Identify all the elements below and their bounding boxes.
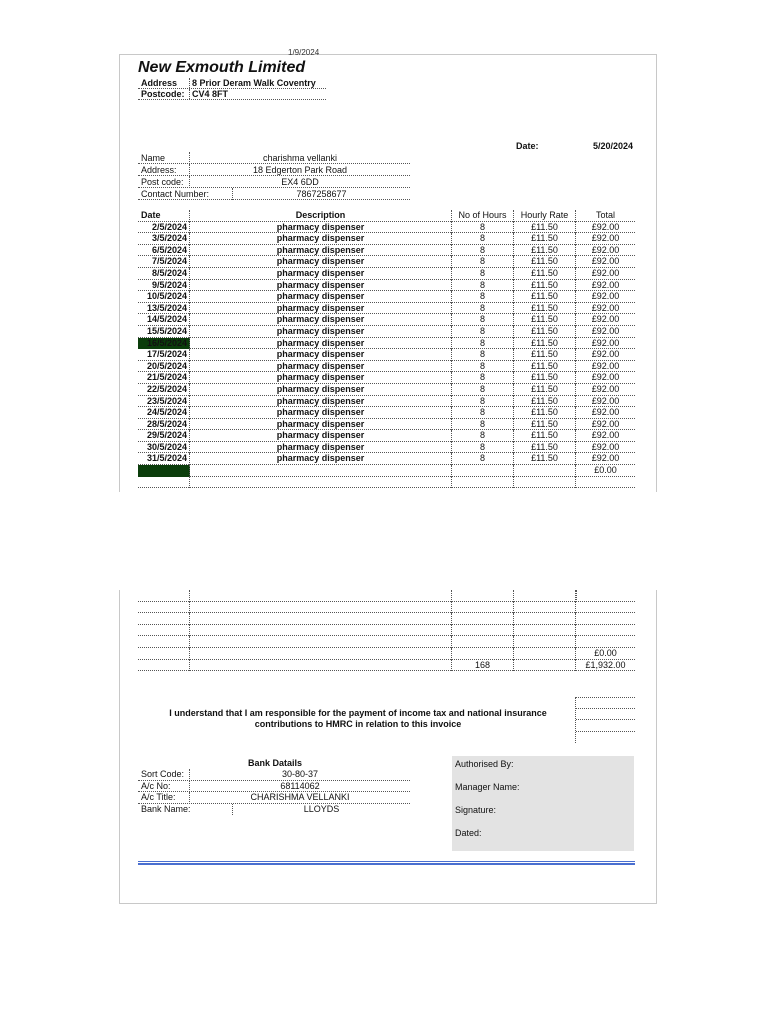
row-rate: £11.50 [514,326,576,338]
row-description: pharmacy dispenser [190,442,452,454]
row-date: 14/5/2024 [138,314,190,326]
row-rate: £11.50 [514,384,576,396]
row-date: 16/5/2024 [138,338,190,350]
customer-address-label: Address: [141,165,177,175]
row-date: 31/5/2024 [138,453,190,465]
row-hours: 8 [452,442,514,454]
table-totals-row [138,660,635,672]
table-row [138,361,635,373]
row-description: pharmacy dispenser [190,430,452,442]
table-row-continued-total [138,648,635,660]
table-row [138,338,635,350]
row-hours: 8 [452,372,514,384]
company-address-value: 8 Prior Deram Walk Coventry [192,78,316,88]
header-description: Description [190,210,452,222]
bank-name-value: LLOYDS [303,803,340,814]
row-date: 30/5/2024 [138,442,190,454]
customer-name-label: Name [141,153,166,163]
row-total: £92.00 [591,430,620,441]
row-total: £92.00 [591,383,620,394]
row-description: pharmacy dispenser [190,372,452,384]
table-row-empty [138,465,635,477]
row-date: 8/5/2024 [138,268,190,280]
row-hours: 8 [452,453,514,465]
customer-contact-value: 7867258677 [296,189,347,199]
continued-row-total: £0.00 [594,647,617,658]
row-date: 10/5/2024 [138,291,190,303]
customer-block [138,152,410,200]
row-description: pharmacy dispenser [190,245,452,257]
table-row-blank [138,602,635,614]
company-postcode-value: CV4 8FT [192,89,229,99]
customer-postcode-label: Post code: [141,177,184,187]
row-hours: 8 [452,256,514,268]
row-rate: £11.50 [514,396,576,408]
manager-name-label: Manager Name: [455,782,520,792]
row-date: 20/5/2024 [138,361,190,373]
row-hours: 8 [452,303,514,315]
table-row-blank [138,590,635,602]
row-date: 7/5/2024 [138,256,190,268]
header-date: Date [138,210,190,222]
bank-details-block [138,769,410,815]
row-date: 22/5/2024 [138,384,190,396]
company-name: New Exmouth Limited [138,59,306,76]
row-total: £92.00 [591,244,620,255]
table-row [138,326,635,338]
row-rate: £11.50 [514,407,576,419]
row-description: pharmacy dispenser [190,349,452,361]
customer-postcode-row [138,176,410,188]
row-total: £92.00 [591,302,620,313]
sort-code-row [138,769,410,781]
invoice-table-continued [138,590,635,671]
row-rate: £11.50 [514,361,576,373]
company-address-label: Address [138,78,190,88]
row-date: 6/5/2024 [138,245,190,257]
customer-contact-label: Contact Number: [141,189,210,199]
row-total: £92.00 [591,418,620,429]
customer-name-value: charishma vellanki [262,153,338,163]
company-postcode-row [138,89,326,100]
row-hours: 8 [452,291,514,303]
table-row [138,349,635,361]
row-hours: 8 [452,419,514,431]
table-header-row [138,210,635,222]
row-rate: £11.50 [514,280,576,292]
row-description: pharmacy dispenser [190,256,452,268]
row-hours: 8 [452,407,514,419]
row-description: pharmacy dispenser [190,419,452,431]
account-no-label: A/c No: [141,780,171,791]
row-hours: 8 [452,268,514,280]
account-title-value: CHARISHMA VELLANKI [250,792,350,802]
row-description: pharmacy dispenser [190,326,452,338]
row-date: 3/5/2024 [138,233,190,245]
invoice-table [138,210,635,488]
row-hours: 8 [452,384,514,396]
table-row-blank [138,477,635,489]
row-date: 23/5/2024 [138,396,190,408]
row-total: £92.00 [591,441,620,452]
row-rate: £11.50 [514,268,576,280]
row-total: £92.00 [591,337,620,348]
row-description: pharmacy dispenser [190,291,452,303]
table-row [138,407,635,419]
empty-row-total: £0.00 [594,465,617,476]
row-hours: 8 [452,430,514,442]
authorised-by-label: Authorised By: [455,759,514,769]
row-rate: £11.50 [514,349,576,361]
row-description: pharmacy dispenser [190,222,452,234]
row-rate: £11.50 [514,442,576,454]
table-body [138,222,635,465]
table-row [138,419,635,431]
table-row [138,233,635,245]
row-description: pharmacy dispenser [190,396,452,408]
row-hours: 8 [452,349,514,361]
table-row [138,442,635,454]
row-date: 17/5/2024 [138,349,190,361]
sort-code-value: 30-80-37 [281,769,319,779]
row-description: pharmacy dispenser [190,384,452,396]
row-date: 29/5/2024 [138,430,190,442]
table-row-blank [138,613,635,625]
row-hours: 8 [452,396,514,408]
row-rate: £11.50 [514,372,576,384]
header-rate: Hourly Rate [514,210,576,222]
table-row [138,303,635,315]
invoice-date-value: 5/20/2024 [593,141,634,151]
row-hours: 8 [452,326,514,338]
table-row [138,384,635,396]
row-date: 2/5/2024 [138,222,190,234]
row-date: 15/5/2024 [138,326,190,338]
row-rate: £11.50 [514,314,576,326]
bank-name-row [138,804,410,816]
row-description: pharmacy dispenser [190,314,452,326]
row-description: pharmacy dispenser [190,361,452,373]
row-total: £92.00 [591,360,620,371]
row-hours: 8 [452,338,514,350]
row-date: 28/5/2024 [138,419,190,431]
signature-label: Signature: [455,805,497,815]
row-total: £92.00 [591,325,620,336]
table-row [138,222,635,234]
row-total: £92.00 [591,395,620,406]
row-description: pharmacy dispenser [190,407,452,419]
table-row [138,291,635,303]
table-row-blank [138,625,635,637]
row-rate: £11.50 [514,245,576,257]
row-date: 21/5/2024 [138,372,190,384]
row-date: 9/5/2024 [138,280,190,292]
row-rate: £11.50 [514,291,576,303]
table-row [138,396,635,408]
account-no-value: 68114062 [280,780,320,791]
row-description: pharmacy dispenser [190,280,452,292]
customer-address-value: 18 Edgerton Park Road [252,165,348,175]
row-date: 13/5/2024 [138,303,190,315]
account-title-row [138,792,410,804]
row-rate: £11.50 [514,303,576,315]
total-hours: 168 [452,660,514,672]
bank-name-label: Bank Name: [141,803,191,814]
print-date: 1/9/2024 [288,48,320,57]
tax-declaration: I understand that I am responsible for the payment of income tax and national insurance contributions to HMRC in relation to this invoice [169,708,547,729]
row-total: £92.00 [591,453,620,464]
account-title-label: A/c Title: [141,792,176,802]
row-hours: 8 [452,233,514,245]
company-address-row [138,78,326,89]
row-hours: 8 [452,280,514,292]
row-hours: 8 [452,361,514,373]
invoice-date-label: Date: [516,141,539,151]
row-description: pharmacy dispenser [190,453,452,465]
table-row [138,280,635,292]
row-total: £92.00 [591,279,620,290]
account-no-row [138,781,410,793]
grand-total: £1,932.00 [585,659,626,670]
row-description: pharmacy dispenser [190,303,452,315]
row-total: £92.00 [591,407,620,418]
row-rate: £11.50 [514,430,576,442]
customer-contact-row [138,188,410,200]
row-total: £92.00 [591,221,620,232]
row-date: 24/5/2024 [138,407,190,419]
row-description: pharmacy dispenser [190,338,452,350]
table-row-blank [138,636,635,648]
row-rate: £11.50 [514,338,576,350]
row-rate: £11.50 [514,419,576,431]
row-hours: 8 [452,222,514,234]
row-total: £92.00 [591,372,620,383]
customer-name-row [138,152,410,164]
table-row [138,430,635,442]
dated-label: Dated: [455,828,482,838]
row-total: £92.00 [591,256,620,267]
company-address-block [138,78,326,100]
row-total: £92.00 [591,349,620,360]
row-rate: £11.50 [514,222,576,234]
table-row [138,245,635,257]
table-row [138,372,635,384]
header-hours: No of Hours [452,210,514,222]
footer-rule [138,861,635,865]
company-postcode-label: Postcode: [138,89,190,99]
row-total: £92.00 [591,291,620,302]
bank-details-title: Bank Datails [248,758,303,768]
row-total: £92.00 [591,233,620,244]
page-break-gap [118,492,659,590]
row-hours: 8 [452,245,514,257]
header-total: Total [595,210,615,220]
customer-address-row [138,164,410,176]
row-total: £92.00 [591,267,620,278]
table-row [138,256,635,268]
table-row [138,314,635,326]
empty-date-cell [138,465,190,477]
table-row [138,453,635,465]
table-row [138,268,635,280]
row-description: pharmacy dispenser [190,268,452,280]
row-rate: £11.50 [514,453,576,465]
row-description: pharmacy dispenser [190,233,452,245]
authorisation-box [452,756,634,851]
row-rate: £11.50 [514,256,576,268]
sort-code-label: Sort Code: [141,769,185,779]
row-rate: £11.50 [514,233,576,245]
row-hours: 8 [452,314,514,326]
row-total: £92.00 [591,314,620,325]
customer-postcode-value: EX4 6DD [281,177,319,187]
